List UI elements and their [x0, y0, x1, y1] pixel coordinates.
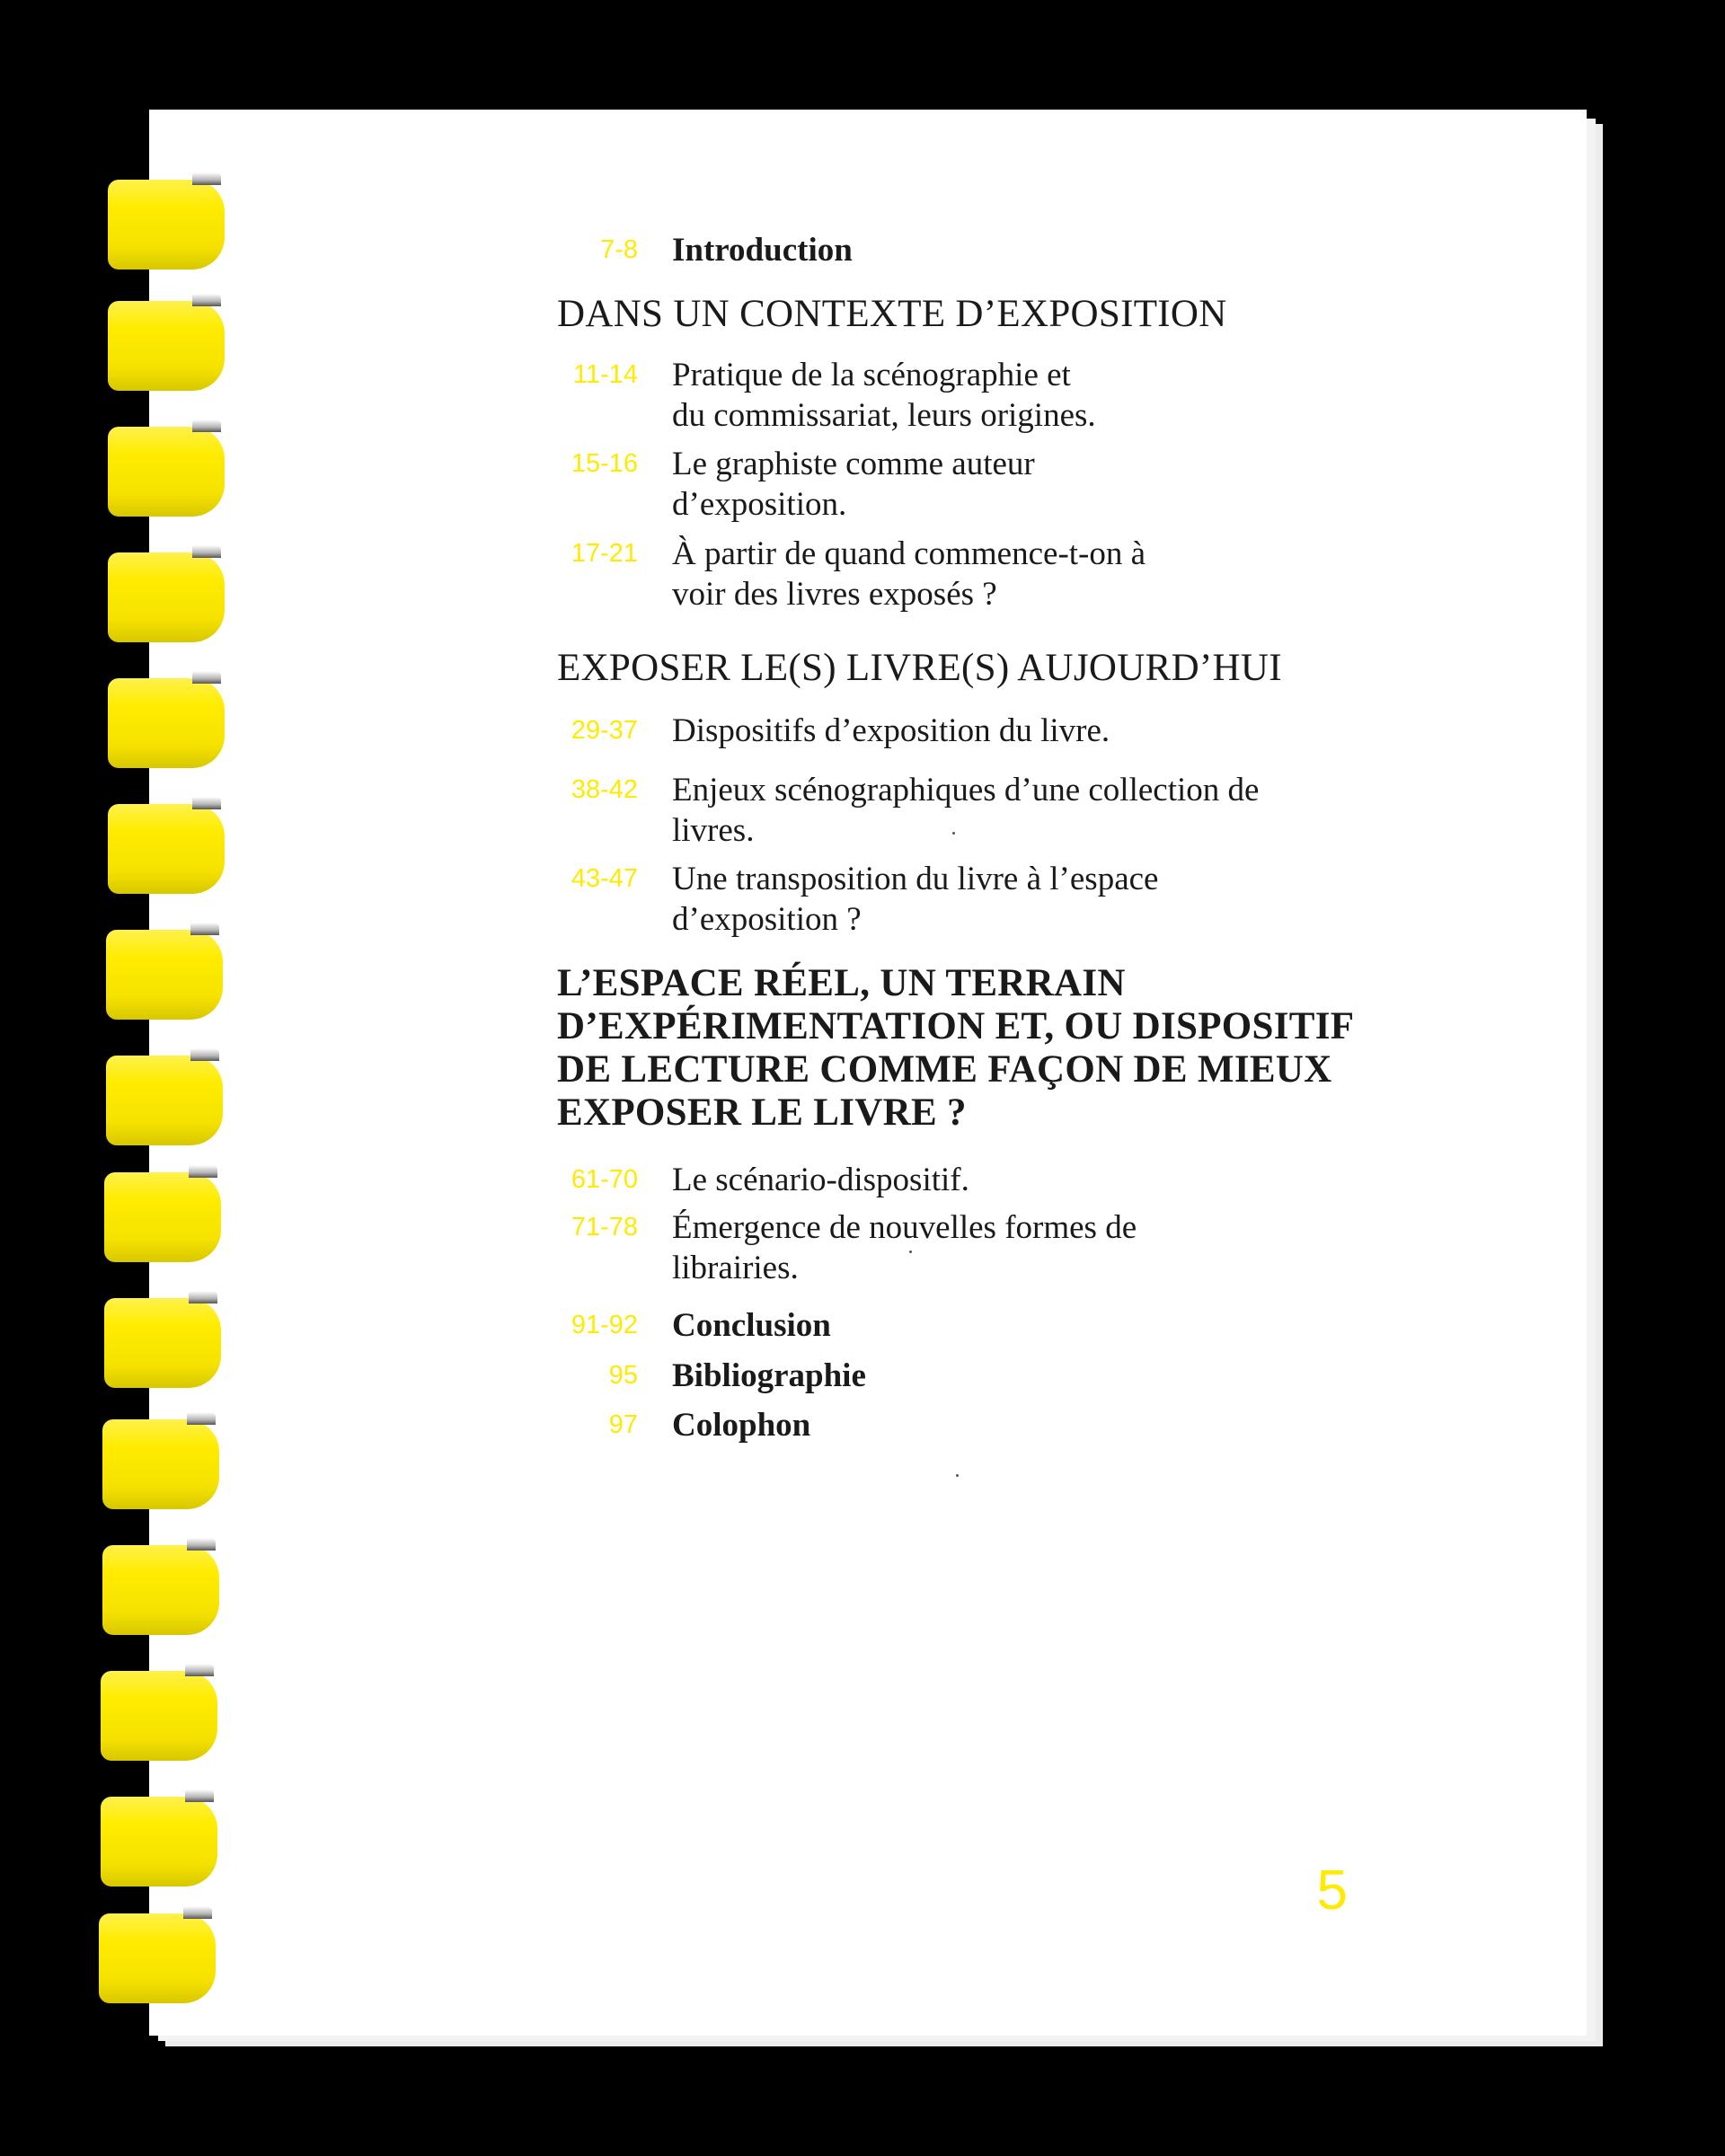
toc-page-number: 95	[608, 1361, 638, 1390]
toc-entry-line: Enjeux scénographiques d’une collection de	[672, 772, 1260, 808]
toc-page-number: 91-92	[571, 1311, 638, 1339]
section-title-line: L’ESPACE RÉEL, UN TERRAIN	[557, 962, 1126, 1004]
toc-entry-line: librairies.	[672, 1250, 799, 1286]
toc-entry-line: Émergence de nouvelles formes de	[672, 1209, 1137, 1246]
toc-entry[interactable]	[672, 534, 1481, 614]
section-title-line: DE LECTURE COMME FAÇON DE MIEUX	[557, 1048, 1332, 1091]
toc-entry[interactable]	[672, 1207, 1481, 1288]
toc-entry-line: d’exposition.	[672, 486, 847, 523]
toc-page-number: 11-14	[572, 360, 638, 389]
toc-page-number: 17-21	[571, 539, 638, 568]
toc-entry[interactable]	[672, 859, 1481, 940]
toc-page-number: 71-78	[571, 1213, 638, 1241]
toc-entry-line: d’exposition ?	[672, 901, 862, 938]
toc-entry[interactable]	[672, 355, 1481, 436]
toc-page-number: 7-8	[600, 235, 638, 264]
toc-entry[interactable]	[672, 711, 1481, 751]
toc-entry-line: Le graphiste comme auteur	[672, 446, 1035, 482]
scan-speck	[952, 832, 955, 835]
scan-speck	[909, 1250, 912, 1253]
page-number: 5	[1316, 1860, 1348, 1922]
section-title-real-space	[557, 962, 1455, 1135]
toc-entry-line: Dispositifs d’exposition du livre.	[672, 712, 1110, 749]
toc-entry[interactable]	[672, 770, 1481, 851]
toc-page-number: 61-70	[571, 1165, 638, 1194]
toc-entry-conclusion[interactable]: Conclusion	[672, 1307, 831, 1344]
section-title-exposition-context: DANS UN CONTEXTE D’EXPOSITION	[557, 293, 1227, 335]
toc-entry-colophon[interactable]: Colophon	[672, 1407, 811, 1444]
toc-page-number: 97	[608, 1410, 638, 1439]
toc-entry-line: Une transposition du livre à l’espace	[672, 861, 1159, 897]
toc-page-number: 29-37	[571, 716, 638, 745]
toc-page-number: 15-16	[571, 449, 638, 478]
scan-speck	[956, 1474, 959, 1477]
toc-entry-line: livres.	[672, 812, 755, 849]
section-title-line: EXPOSER LE LIVRE ?	[557, 1091, 967, 1134]
toc-entry-line: Le scénario-dispositif.	[672, 1162, 969, 1198]
toc-entry-introduction[interactable]: Introduction	[672, 232, 853, 269]
section-title-line: D’EXPÉRIMENTATION ET, OU DISPOSITIF	[557, 1005, 1355, 1047]
section-title-exposing-books: EXPOSER LE(S) LIVRE(S) AUJOURD’HUI	[557, 647, 1282, 689]
toc-entry[interactable]	[672, 444, 1481, 525]
toc-entry[interactable]	[672, 1160, 1481, 1200]
toc-page-number: 38-42	[571, 775, 638, 804]
toc-entry-line: du commissariat, leurs origines.	[672, 397, 1096, 434]
toc-entry-line: À partir de quand commence-t-on à	[672, 535, 1146, 572]
toc-entry-bibliography[interactable]: Bibliographie	[672, 1357, 866, 1394]
toc-entry-line: Pratique de la scénographie et	[672, 357, 1071, 393]
toc-entry-line: voir des livres exposés ?	[672, 576, 997, 613]
toc-page-number: 43-47	[571, 864, 638, 893]
